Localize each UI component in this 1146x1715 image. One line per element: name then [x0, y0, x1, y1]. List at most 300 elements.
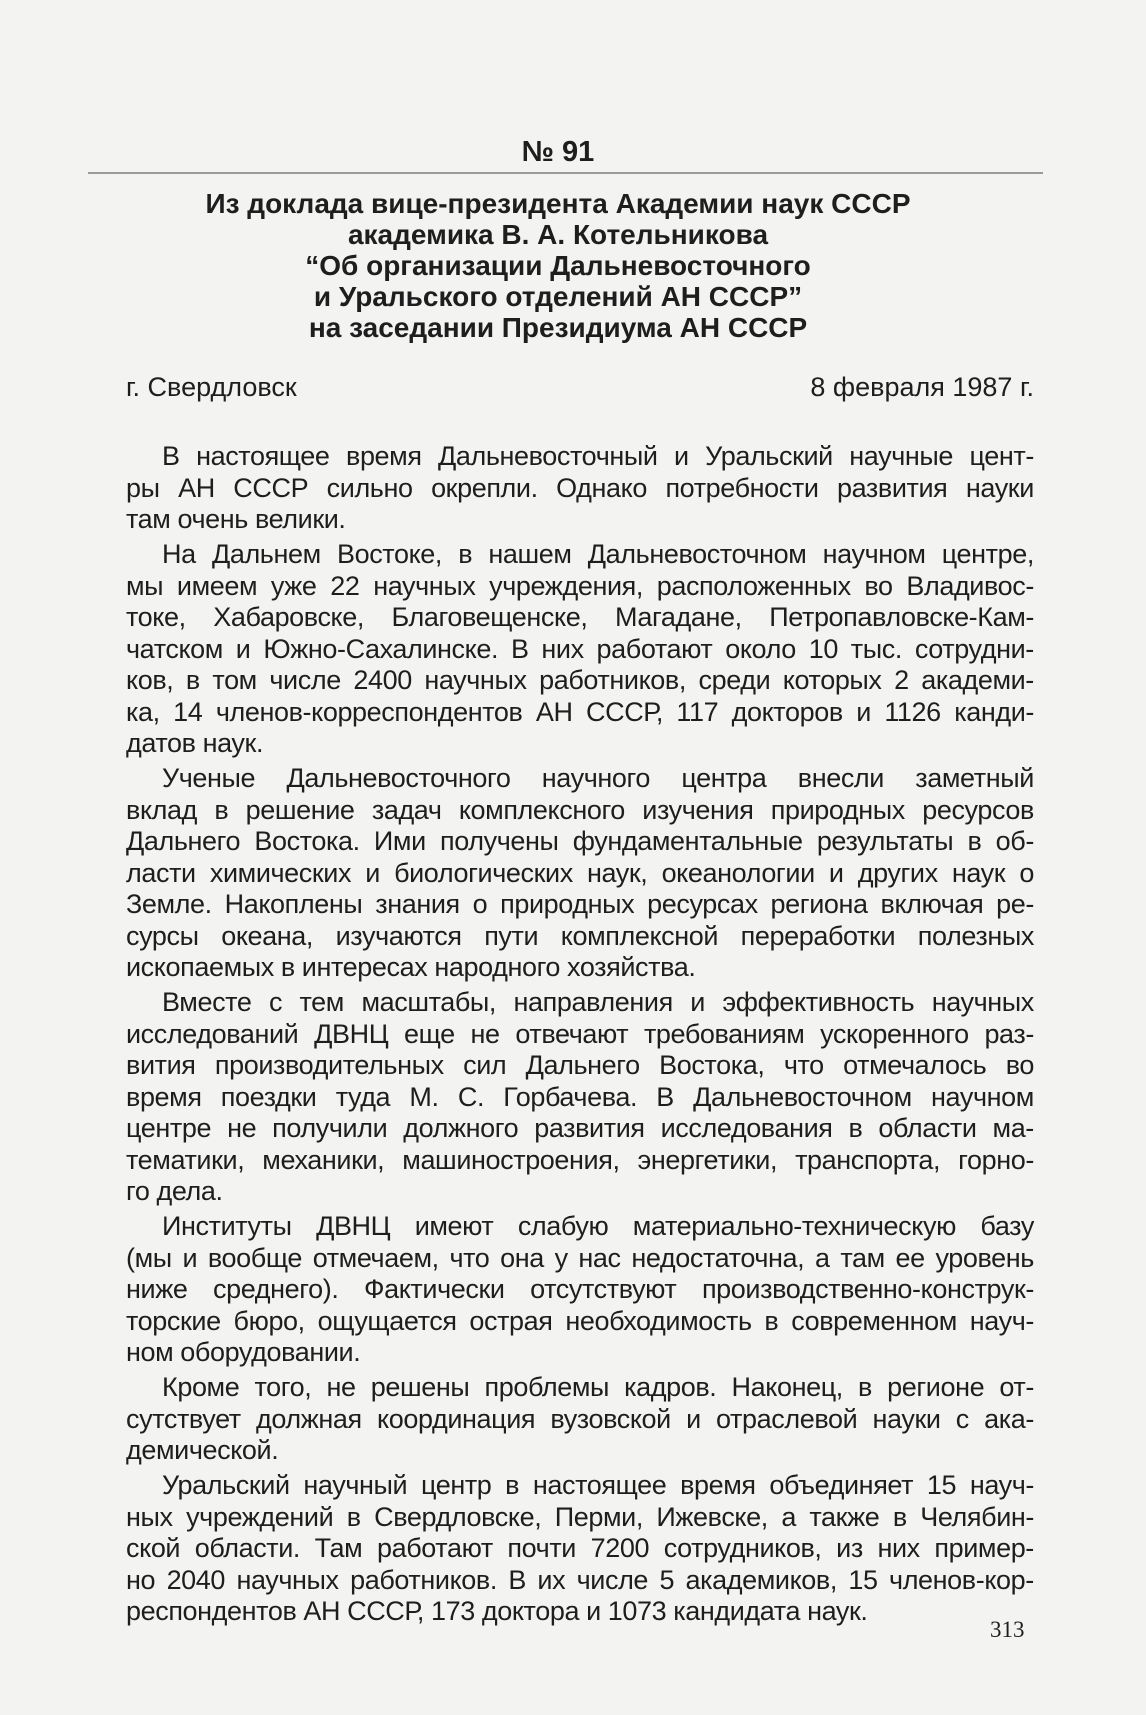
- word: научные: [849, 441, 954, 471]
- word: расположенных: [656, 570, 851, 601]
- document-title: [0, 188, 1116, 343]
- paragraph: [126, 763, 1034, 984]
- word: о: [472, 889, 488, 919]
- word: членов-корреспондентов: [215, 696, 523, 727]
- word: числе: [269, 665, 341, 695]
- word: В: [508, 1564, 526, 1595]
- word: окрепли.: [431, 472, 538, 503]
- word: 22: [330, 570, 360, 601]
- word: изучаются: [335, 920, 462, 951]
- text-line: [126, 571, 1034, 603]
- word: еще: [404, 1018, 455, 1049]
- word: время: [680, 1470, 756, 1500]
- text-line: [126, 728, 1034, 760]
- word: АН: [535, 696, 573, 727]
- word: также: [809, 1501, 880, 1532]
- word: проблемы: [484, 1372, 609, 1402]
- word: материально-техническую: [632, 1211, 956, 1241]
- text-line: [126, 1372, 1034, 1404]
- word: оборудовании.: [180, 1337, 361, 1367]
- word: результаты: [816, 826, 954, 856]
- word: ресурсов: [922, 794, 1034, 825]
- word: Петропавловске-Кам-: [769, 602, 1034, 632]
- word: том: [212, 665, 257, 695]
- word: области: [878, 1113, 977, 1143]
- word: других: [857, 857, 938, 888]
- word: сильно: [326, 472, 413, 503]
- word: настоящее: [532, 1470, 667, 1500]
- word: исследований: [126, 1018, 299, 1049]
- word: должная: [256, 1403, 362, 1434]
- word: океана,: [221, 920, 314, 951]
- title-line: на заседании Президиума АН СССР: [308, 312, 808, 343]
- word: Наконец,: [731, 1372, 843, 1402]
- word: числе: [576, 1564, 649, 1595]
- word: Дальневосточного: [286, 763, 511, 793]
- word: об-: [995, 826, 1034, 856]
- text-line: [126, 987, 1034, 1019]
- word: вклад: [126, 794, 197, 825]
- word: и: [690, 987, 705, 1017]
- word: Дальнего: [525, 1050, 640, 1080]
- word: почти: [507, 1533, 576, 1563]
- word: внесли: [797, 763, 884, 793]
- word: но: [126, 1564, 156, 1595]
- word: токе,: [126, 602, 186, 632]
- word: 14: [173, 696, 203, 727]
- paragraph: [126, 441, 1034, 536]
- word: научном: [931, 1081, 1034, 1112]
- word: Южно-Сахалинске.: [263, 633, 499, 664]
- word: регионе: [887, 1372, 985, 1402]
- text-line: [126, 763, 1034, 795]
- word: отсутствуют: [530, 1274, 677, 1304]
- word: хозяйства.: [567, 952, 696, 982]
- word: очень: [177, 504, 248, 534]
- word: у: [554, 1242, 568, 1273]
- word: уже: [270, 570, 317, 601]
- text-line: [126, 795, 1034, 827]
- word: уровень: [935, 1242, 1034, 1273]
- word: Фактически: [363, 1274, 505, 1304]
- word: фундаментальные: [572, 826, 803, 856]
- word: тыс.: [850, 633, 902, 664]
- word: развития: [534, 1113, 645, 1143]
- title-line: и Уральского отделений АН СССР”: [313, 281, 803, 312]
- word: требованиям: [643, 1018, 805, 1049]
- word: М.: [409, 1081, 439, 1112]
- word: и: [674, 441, 689, 471]
- word: задач: [371, 794, 442, 825]
- word: и: [586, 1596, 601, 1626]
- word: недостаточна,: [631, 1242, 805, 1273]
- word: велики.: [254, 504, 346, 534]
- word: которых: [782, 665, 882, 695]
- word: ископаемых: [126, 952, 274, 982]
- word: Дальневосточном: [693, 1081, 912, 1112]
- word: респондентов: [126, 1596, 297, 1626]
- word: того,: [254, 1372, 312, 1402]
- word: получили: [272, 1113, 388, 1143]
- word: В: [656, 1081, 674, 1112]
- date: 8 февраля 1987 г.: [810, 372, 1034, 402]
- text-line: [126, 634, 1034, 666]
- word: в: [458, 539, 473, 569]
- word: вообще: [207, 1242, 302, 1273]
- word: академи-: [921, 665, 1034, 695]
- word: 7200: [590, 1533, 650, 1563]
- word: области.: [194, 1533, 301, 1563]
- text-line: [126, 1082, 1034, 1114]
- word: ДВНЦ: [314, 1018, 389, 1049]
- word: современном: [791, 1305, 957, 1336]
- word: Востока,: [659, 1050, 765, 1080]
- text-line: [126, 1404, 1034, 1436]
- text-line: [126, 1145, 1034, 1177]
- word: Благовещенске,: [391, 602, 588, 632]
- word: Кроме: [162, 1372, 240, 1402]
- word: ДВНЦ: [316, 1211, 391, 1241]
- document-number: № 91: [521, 136, 595, 168]
- word: туда: [335, 1081, 391, 1112]
- word: го: [126, 1176, 150, 1206]
- word: Земле.: [126, 889, 212, 919]
- word: Владивос-: [906, 570, 1034, 601]
- word: них: [541, 633, 584, 664]
- paragraph: [126, 987, 1034, 1208]
- word: наук,: [586, 857, 648, 888]
- word: На: [162, 539, 196, 569]
- word: что: [783, 1050, 824, 1080]
- word: тематики,: [126, 1144, 245, 1175]
- word: ном: [126, 1337, 174, 1367]
- word: базу: [980, 1211, 1034, 1241]
- document-body: [126, 441, 1034, 1631]
- title-line: Из доклада вице-президента Академии наук СССР: [205, 188, 911, 219]
- word: ре-: [996, 889, 1034, 919]
- word: региона: [770, 889, 868, 919]
- word: необходимость: [565, 1305, 752, 1336]
- text-line: [126, 1337, 1034, 1369]
- word: в: [185, 665, 200, 695]
- word: там: [840, 1242, 885, 1273]
- word: и: [182, 1242, 198, 1273]
- word: острая: [469, 1305, 553, 1336]
- word: Однако: [556, 472, 647, 503]
- word: СССР,: [347, 1596, 425, 1626]
- word: ных: [126, 1501, 173, 1532]
- word: и: [828, 857, 844, 888]
- word: с: [268, 987, 283, 1017]
- word: 5: [659, 1564, 675, 1595]
- word: центр: [420, 1470, 492, 1500]
- word: 15: [848, 1564, 878, 1595]
- word: работают: [376, 1533, 493, 1563]
- word: развития: [837, 472, 948, 503]
- word: сутствует: [126, 1403, 241, 1434]
- text-line: [126, 1596, 1034, 1628]
- word: время: [346, 441, 422, 471]
- text-line: [126, 1435, 1034, 1467]
- word: тем: [299, 987, 344, 1017]
- word: и: [856, 696, 871, 727]
- word: ускоренного: [820, 1018, 969, 1049]
- word: дела.: [156, 1176, 223, 1206]
- word: Свердловске,: [374, 1501, 542, 1532]
- word: а: [781, 1501, 796, 1532]
- word: АН: [178, 472, 215, 503]
- word: научного: [541, 763, 650, 793]
- word: среди: [698, 665, 771, 695]
- word: В: [510, 633, 529, 664]
- word: природных: [770, 794, 905, 825]
- word: производственно-конструк-: [701, 1274, 1034, 1304]
- text-line: [126, 1533, 1034, 1565]
- word: объединяет: [769, 1470, 914, 1500]
- word: научных: [236, 1564, 339, 1595]
- word: работают: [596, 633, 713, 664]
- word: Челябин-: [920, 1501, 1034, 1532]
- word: и: [235, 633, 251, 664]
- word: сурсы: [126, 920, 199, 951]
- word: ка,: [126, 696, 160, 727]
- word: должного: [403, 1113, 519, 1143]
- word: эффективность: [722, 987, 915, 1017]
- text-line: [126, 1565, 1034, 1597]
- word: датов: [126, 728, 196, 758]
- word: ры: [126, 472, 160, 503]
- word: Магадане,: [615, 602, 742, 632]
- word: поездки: [220, 1081, 317, 1112]
- word: докторов: [731, 696, 843, 727]
- word: сотрудников,: [663, 1533, 822, 1563]
- word: нашем: [488, 539, 572, 569]
- word: ласти: [126, 857, 196, 888]
- word: членов-кор-: [889, 1564, 1034, 1595]
- word: 2: [894, 665, 909, 695]
- text-line: [126, 473, 1034, 505]
- word: Дальневосточный: [438, 441, 658, 471]
- text-line: [126, 441, 1034, 473]
- word: учреждений: [186, 1501, 334, 1532]
- word: центре: [126, 1113, 212, 1143]
- title-line: “Об организации Дальневосточного: [305, 250, 811, 281]
- word: Институты: [162, 1211, 292, 1241]
- word: кадров.: [624, 1372, 717, 1402]
- word: 15: [926, 1470, 957, 1500]
- word: научных: [424, 665, 527, 695]
- word: в: [858, 1372, 872, 1402]
- word: ков,: [126, 665, 174, 695]
- word: народного: [434, 952, 561, 982]
- word: их: [537, 1564, 566, 1595]
- word: настоящее: [196, 441, 330, 471]
- word: не: [470, 1018, 500, 1049]
- word: природных: [500, 889, 635, 919]
- word: ресурсах: [647, 889, 758, 919]
- word: наук.: [807, 1596, 868, 1626]
- word: с: [955, 1403, 969, 1434]
- word: отмечаем,: [312, 1242, 439, 1273]
- text-line: [126, 665, 1034, 697]
- text-line: [126, 1019, 1034, 1051]
- word: во: [864, 570, 893, 601]
- word: во: [1005, 1050, 1034, 1080]
- word: отмечалось: [843, 1050, 987, 1080]
- word: нас: [578, 1242, 621, 1273]
- paragraph: [126, 539, 1034, 760]
- word: вузовской: [550, 1403, 671, 1434]
- word: и: [686, 1403, 701, 1434]
- word: что: [449, 1242, 490, 1273]
- word: центре,: [941, 539, 1034, 569]
- word: кандидата: [673, 1596, 801, 1626]
- word: наук: [951, 857, 1006, 888]
- word: имеют: [414, 1211, 494, 1241]
- word: в: [848, 1113, 863, 1143]
- word: в: [346, 1501, 361, 1532]
- text-line: [126, 602, 1034, 634]
- word: Востока.: [254, 826, 360, 856]
- word: машиностроения,: [402, 1144, 620, 1175]
- word: заметный: [915, 763, 1034, 793]
- word: Дальнем: [211, 539, 321, 569]
- word: получены: [440, 826, 559, 856]
- text-line: [126, 921, 1034, 953]
- text-line: [126, 539, 1034, 571]
- word: научном: [822, 539, 926, 569]
- word: работников.: [350, 1564, 497, 1595]
- word: Горбачева.: [503, 1081, 638, 1112]
- text-line: [126, 858, 1034, 890]
- word: В: [162, 441, 180, 471]
- text-line: [126, 1176, 1034, 1208]
- word: науч-: [969, 1305, 1034, 1336]
- word: ниже: [126, 1274, 188, 1304]
- word: раз-: [984, 1018, 1034, 1049]
- word: бюро,: [233, 1305, 305, 1336]
- word: вития: [126, 1050, 196, 1080]
- word: от-: [999, 1372, 1034, 1402]
- word: Дальнего: [126, 826, 241, 856]
- word: СССР: [233, 472, 309, 503]
- word: она: [500, 1242, 544, 1273]
- word: науки: [872, 1403, 941, 1434]
- text-line: [126, 1113, 1034, 1145]
- word: ее: [895, 1242, 925, 1273]
- word: 10: [808, 633, 838, 664]
- text-line: [126, 1050, 1034, 1082]
- word: комплексной: [560, 920, 719, 951]
- word: Вместе: [162, 987, 252, 1017]
- word: в: [280, 952, 295, 982]
- word: центра: [681, 763, 767, 793]
- word: имеем: [176, 570, 258, 601]
- word: в: [967, 826, 982, 856]
- place: г. Свердловск: [126, 372, 297, 402]
- word: масштабы,: [361, 987, 497, 1017]
- title-line: академика В. А. Котельникова: [347, 219, 769, 250]
- word: горно-: [958, 1144, 1034, 1175]
- word: ской: [126, 1533, 181, 1563]
- word: из: [836, 1533, 863, 1563]
- word: канди-: [954, 696, 1034, 727]
- word: около: [725, 633, 796, 664]
- word: Хабаровске,: [213, 602, 364, 632]
- word: 173: [431, 1596, 475, 1626]
- word: изучения: [642, 794, 754, 825]
- text-line: [126, 889, 1034, 921]
- word: знания: [375, 889, 460, 919]
- word: чатском: [126, 633, 223, 664]
- header-rule: [88, 172, 1043, 174]
- paragraph: [126, 1211, 1034, 1369]
- word: цент-: [969, 441, 1034, 471]
- word: биологических: [394, 857, 573, 888]
- word: учреждения,: [489, 570, 643, 601]
- word: научных: [931, 987, 1034, 1017]
- text-line: [126, 1502, 1034, 1534]
- word: исследования: [660, 1113, 833, 1143]
- text-line: [126, 1243, 1034, 1275]
- word: Востоке,: [336, 539, 443, 569]
- word: них: [877, 1533, 920, 1563]
- word: химических: [209, 857, 352, 888]
- word: ощущается: [317, 1305, 457, 1336]
- word: среднего).: [213, 1274, 339, 1304]
- word: комплексного: [458, 794, 625, 825]
- word: направления: [513, 987, 673, 1017]
- word: науки: [965, 472, 1034, 503]
- word: Ижевске,: [656, 1501, 768, 1532]
- word: пути: [484, 920, 539, 951]
- text-line: [126, 1274, 1034, 1306]
- word: о: [1019, 857, 1034, 888]
- text-line: [126, 697, 1034, 729]
- word: торские: [126, 1305, 221, 1336]
- word: Ученые: [162, 763, 256, 793]
- text-line: [126, 1306, 1034, 1338]
- text-line: [126, 1211, 1034, 1243]
- word: Перми,: [554, 1501, 643, 1532]
- word: демической.: [126, 1435, 279, 1465]
- word: там: [126, 504, 171, 534]
- word: время: [126, 1081, 202, 1112]
- word: научных: [373, 570, 476, 601]
- word: Уральский: [162, 1470, 290, 1500]
- word: решение: [245, 794, 355, 825]
- word: отраслевой: [716, 1403, 858, 1434]
- word: не: [227, 1113, 257, 1143]
- word: энергетики,: [637, 1144, 778, 1175]
- word: Ими: [373, 826, 426, 856]
- word: (мы: [126, 1242, 172, 1273]
- word: слабую: [517, 1211, 609, 1241]
- word: переработки: [740, 920, 896, 951]
- word: координация: [377, 1403, 536, 1434]
- word: в: [214, 794, 229, 825]
- word: Там: [314, 1533, 363, 1563]
- word: работников,: [539, 665, 686, 695]
- word: ма-: [992, 1113, 1034, 1143]
- word: отвечают: [515, 1018, 629, 1049]
- word: решены: [370, 1372, 470, 1402]
- word: Дальневосточном: [587, 539, 807, 569]
- word: ака-: [984, 1403, 1034, 1434]
- word: а: [814, 1242, 830, 1273]
- text-line: [126, 826, 1034, 858]
- word: пример-: [934, 1533, 1034, 1563]
